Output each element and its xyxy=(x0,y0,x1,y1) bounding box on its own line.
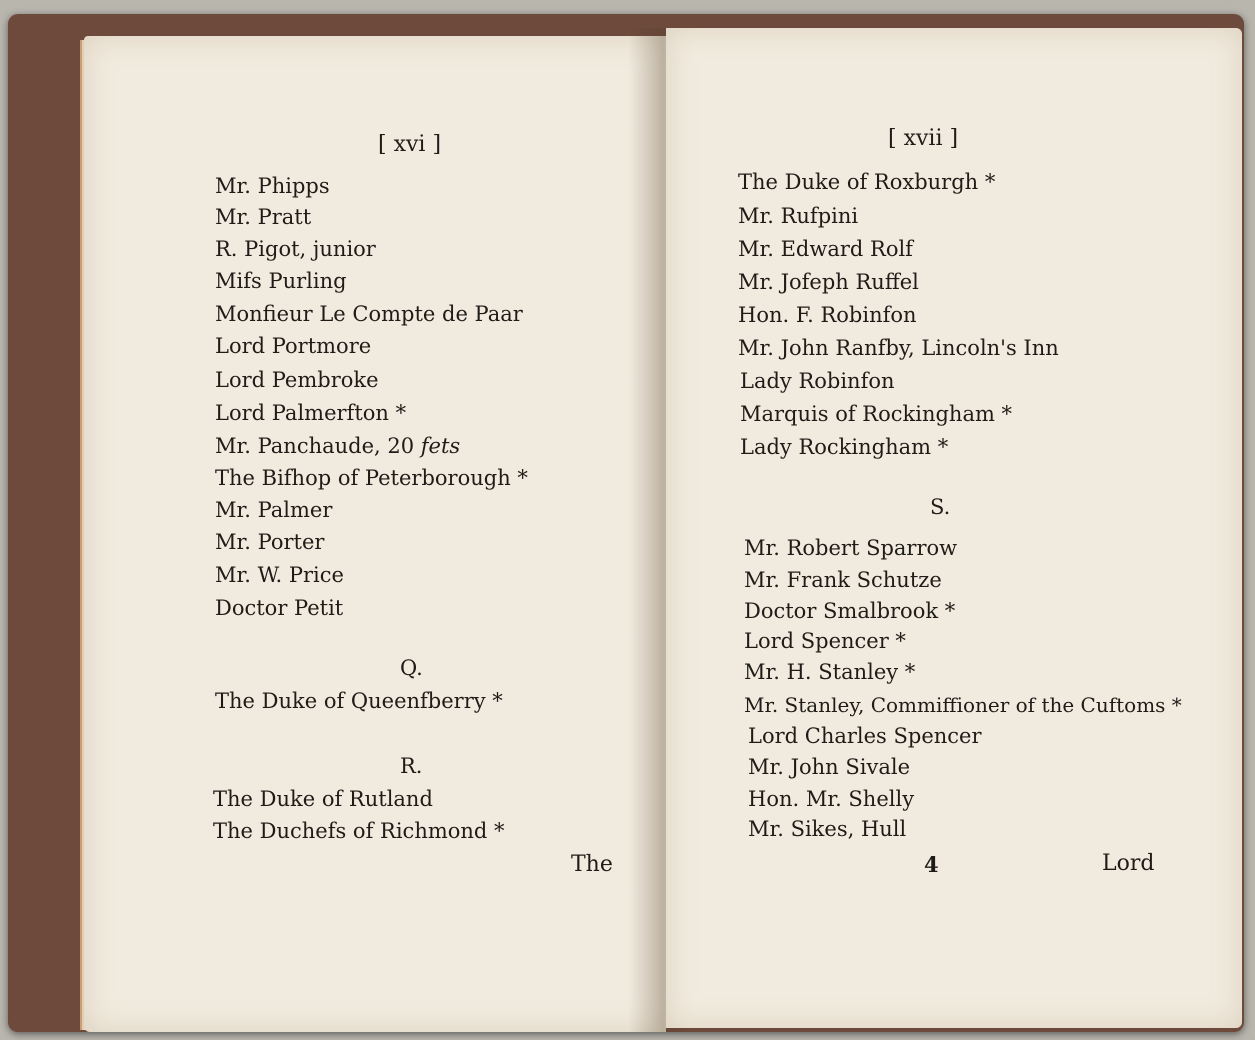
list-item: Mr. H. Stanley * xyxy=(744,660,916,684)
catchword: Lord xyxy=(1102,851,1155,876)
list-item: Mr. Edward Rolf xyxy=(738,237,913,261)
section-heading-s: S. xyxy=(930,495,951,519)
list-item xyxy=(215,434,460,458)
list-item: The Duke of Queenfberry * xyxy=(215,689,503,713)
list-item: Doctor Petit xyxy=(215,596,344,620)
list-item: The Duke of Roxburgh * xyxy=(738,170,996,194)
list-item: Mr. Palmer xyxy=(215,498,333,522)
catchword: The xyxy=(571,852,613,877)
list-item: Lady Rockingham * xyxy=(740,435,949,459)
right-page xyxy=(666,28,1242,1028)
list-item: Mr. Phipps xyxy=(215,174,330,198)
list-item: Lord Portmore xyxy=(215,334,372,358)
list-item: Lady Robinfon xyxy=(740,369,895,393)
list-item: Lord Pembroke xyxy=(215,368,379,392)
list-item: Lord Spencer * xyxy=(744,629,906,653)
list-item: Mr. Stanley, Commiffioner of the Cuftoms * xyxy=(744,693,1182,717)
list-item: Hon. F. Robinfon xyxy=(738,303,917,327)
list-item: Mr. Porter xyxy=(215,530,325,554)
list-item: Doctor Smalbrook * xyxy=(744,599,956,623)
list-item: Mr. W. Price xyxy=(215,563,344,587)
list-item: The Duke of Rutland xyxy=(213,787,433,811)
list-item: Lord Charles Spencer xyxy=(748,724,982,748)
left-folio: [ xvi ] xyxy=(378,132,442,157)
entry-italic-sets: fets xyxy=(420,434,461,458)
section-heading-r: R. xyxy=(400,754,423,778)
list-item: Mr. Frank Schutze xyxy=(744,568,942,592)
list-item: Mr. Rufpini xyxy=(738,204,859,228)
list-item: Hon. Mr. Shelly xyxy=(748,787,915,811)
list-item: The Duchefs of Richmond * xyxy=(213,819,505,843)
list-item: Lord Palmerfton * xyxy=(215,401,407,425)
entry-text: Mr. Panchaude, 20 xyxy=(215,434,415,458)
section-heading-q: Q. xyxy=(400,656,423,680)
list-item: Mr. John Ranfby, Lincoln's Inn xyxy=(738,336,1059,360)
list-item: Marquis of Rockingham * xyxy=(740,402,1013,426)
list-item: Mr. Sikes, Hull xyxy=(748,817,907,841)
list-item: Mifs Purling xyxy=(215,269,347,293)
list-item: The Bifhop of Peterborough * xyxy=(215,466,528,490)
list-item: Mr. Jofeph Ruffel xyxy=(738,270,919,294)
right-folio: [ xvii ] xyxy=(888,126,959,151)
list-item: Mr. John Sivale xyxy=(748,755,911,779)
list-item: Mr. Robert Sparrow xyxy=(744,536,958,560)
signature-mark: 4 xyxy=(924,852,939,877)
list-item: Monfieur Le Compte de Paar xyxy=(215,302,523,326)
left-page xyxy=(84,36,666,1032)
list-item: Mr. Pratt xyxy=(215,205,312,229)
list-item: R. Pigot, junior xyxy=(215,237,376,261)
